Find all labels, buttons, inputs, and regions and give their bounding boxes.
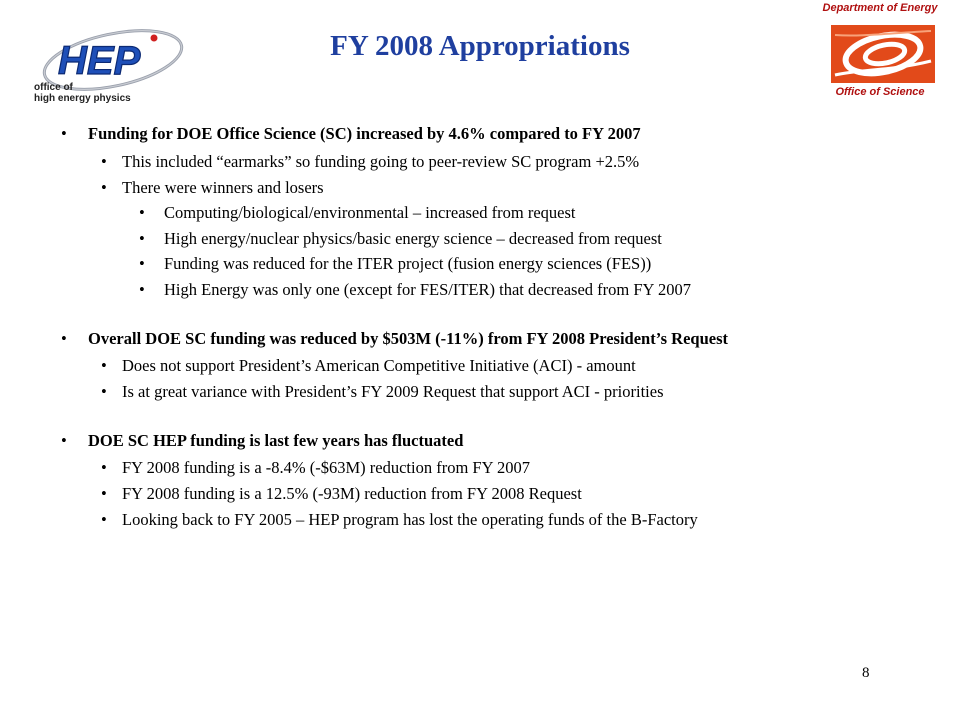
sub-bullet-item [139,203,576,223]
bullet-item [101,382,664,402]
doe-office-label: Office of Science [835,86,925,98]
doe-department-label: Department of Energy [822,2,938,14]
page-number: 8 [862,665,870,681]
bullet-text: High energy/nuclear physics/basic energy science – decreased from request [164,229,662,248]
bullet-icon: • [101,152,107,171]
bullet-icon: • [139,280,145,299]
bullet-text: There were winners and losers [122,178,324,197]
bullet-heading [61,431,464,451]
bullet-item [101,356,636,376]
sub-bullet-item [139,229,662,249]
bullet-icon: • [101,382,107,401]
bullet-text: This included “earmarks” so funding going to peer-review SC program +2.5% [122,152,640,171]
bullet-text: Computing/biological/environmental – increased from request [164,203,576,222]
bullet-icon: • [101,510,107,529]
bullet-item [101,458,531,478]
bullet-icon: • [139,203,145,222]
bullet-item [101,178,324,198]
bullet-text: Funding was reduced for the ITER project (fusion energy sciences (FES)) [164,254,652,273]
bullet-text: DOE SC HEP funding is last few years has fluctuated [88,431,464,450]
bullet-heading [61,124,641,144]
page-title: FY 2008 Appropriations [330,30,630,62]
bullet-item [101,152,640,172]
bullet-icon: • [61,124,67,143]
bullet-icon: • [101,356,107,375]
bullet-item [101,510,698,530]
bullet-icon: • [139,229,145,248]
bullet-text: FY 2008 funding is a -8.4% (-$63M) reduction from FY 2007 [122,458,531,477]
hep-subtitle-line2: high energy physics [34,93,131,104]
hep-subtitle-line1: office of [34,82,73,93]
bullet-heading [61,329,728,349]
bullet-text: Overall DOE SC funding was reduced by $503M (-11%) from FY 2008 President’s Request [88,329,728,348]
bullet-icon: • [101,178,107,197]
bullet-item [101,484,582,504]
bullet-icon: • [139,254,145,273]
bullet-text: Does not support President’s American Competitive Initiative (ACI) - amount [122,356,636,375]
bullet-icon: • [101,458,107,477]
bullet-icon: • [61,431,67,450]
bullet-text: Funding for DOE Office Science (SC) increased by 4.6% compared to FY 2007 [88,124,641,143]
bullet-text: FY 2008 funding is a 12.5% (-93M) reduction from FY 2008 Request [122,484,582,503]
bullet-text: Is at great variance with President’s FY 2009 Request that support ACI - priorities [122,382,664,401]
bullet-text: Looking back to FY 2005 – HEP program has lost the operating funds of the B-Factory [122,510,698,529]
sub-bullet-item [139,254,652,274]
doe-swirl-icon [831,25,935,83]
sub-bullet-item [139,280,691,300]
hep-logo-text: HEP [58,39,141,83]
bullet-text: High Energy was only one (except for FES/ITER) that decreased from FY 2007 [164,280,691,299]
bullet-icon: • [61,329,67,348]
bullet-icon: • [101,484,107,503]
